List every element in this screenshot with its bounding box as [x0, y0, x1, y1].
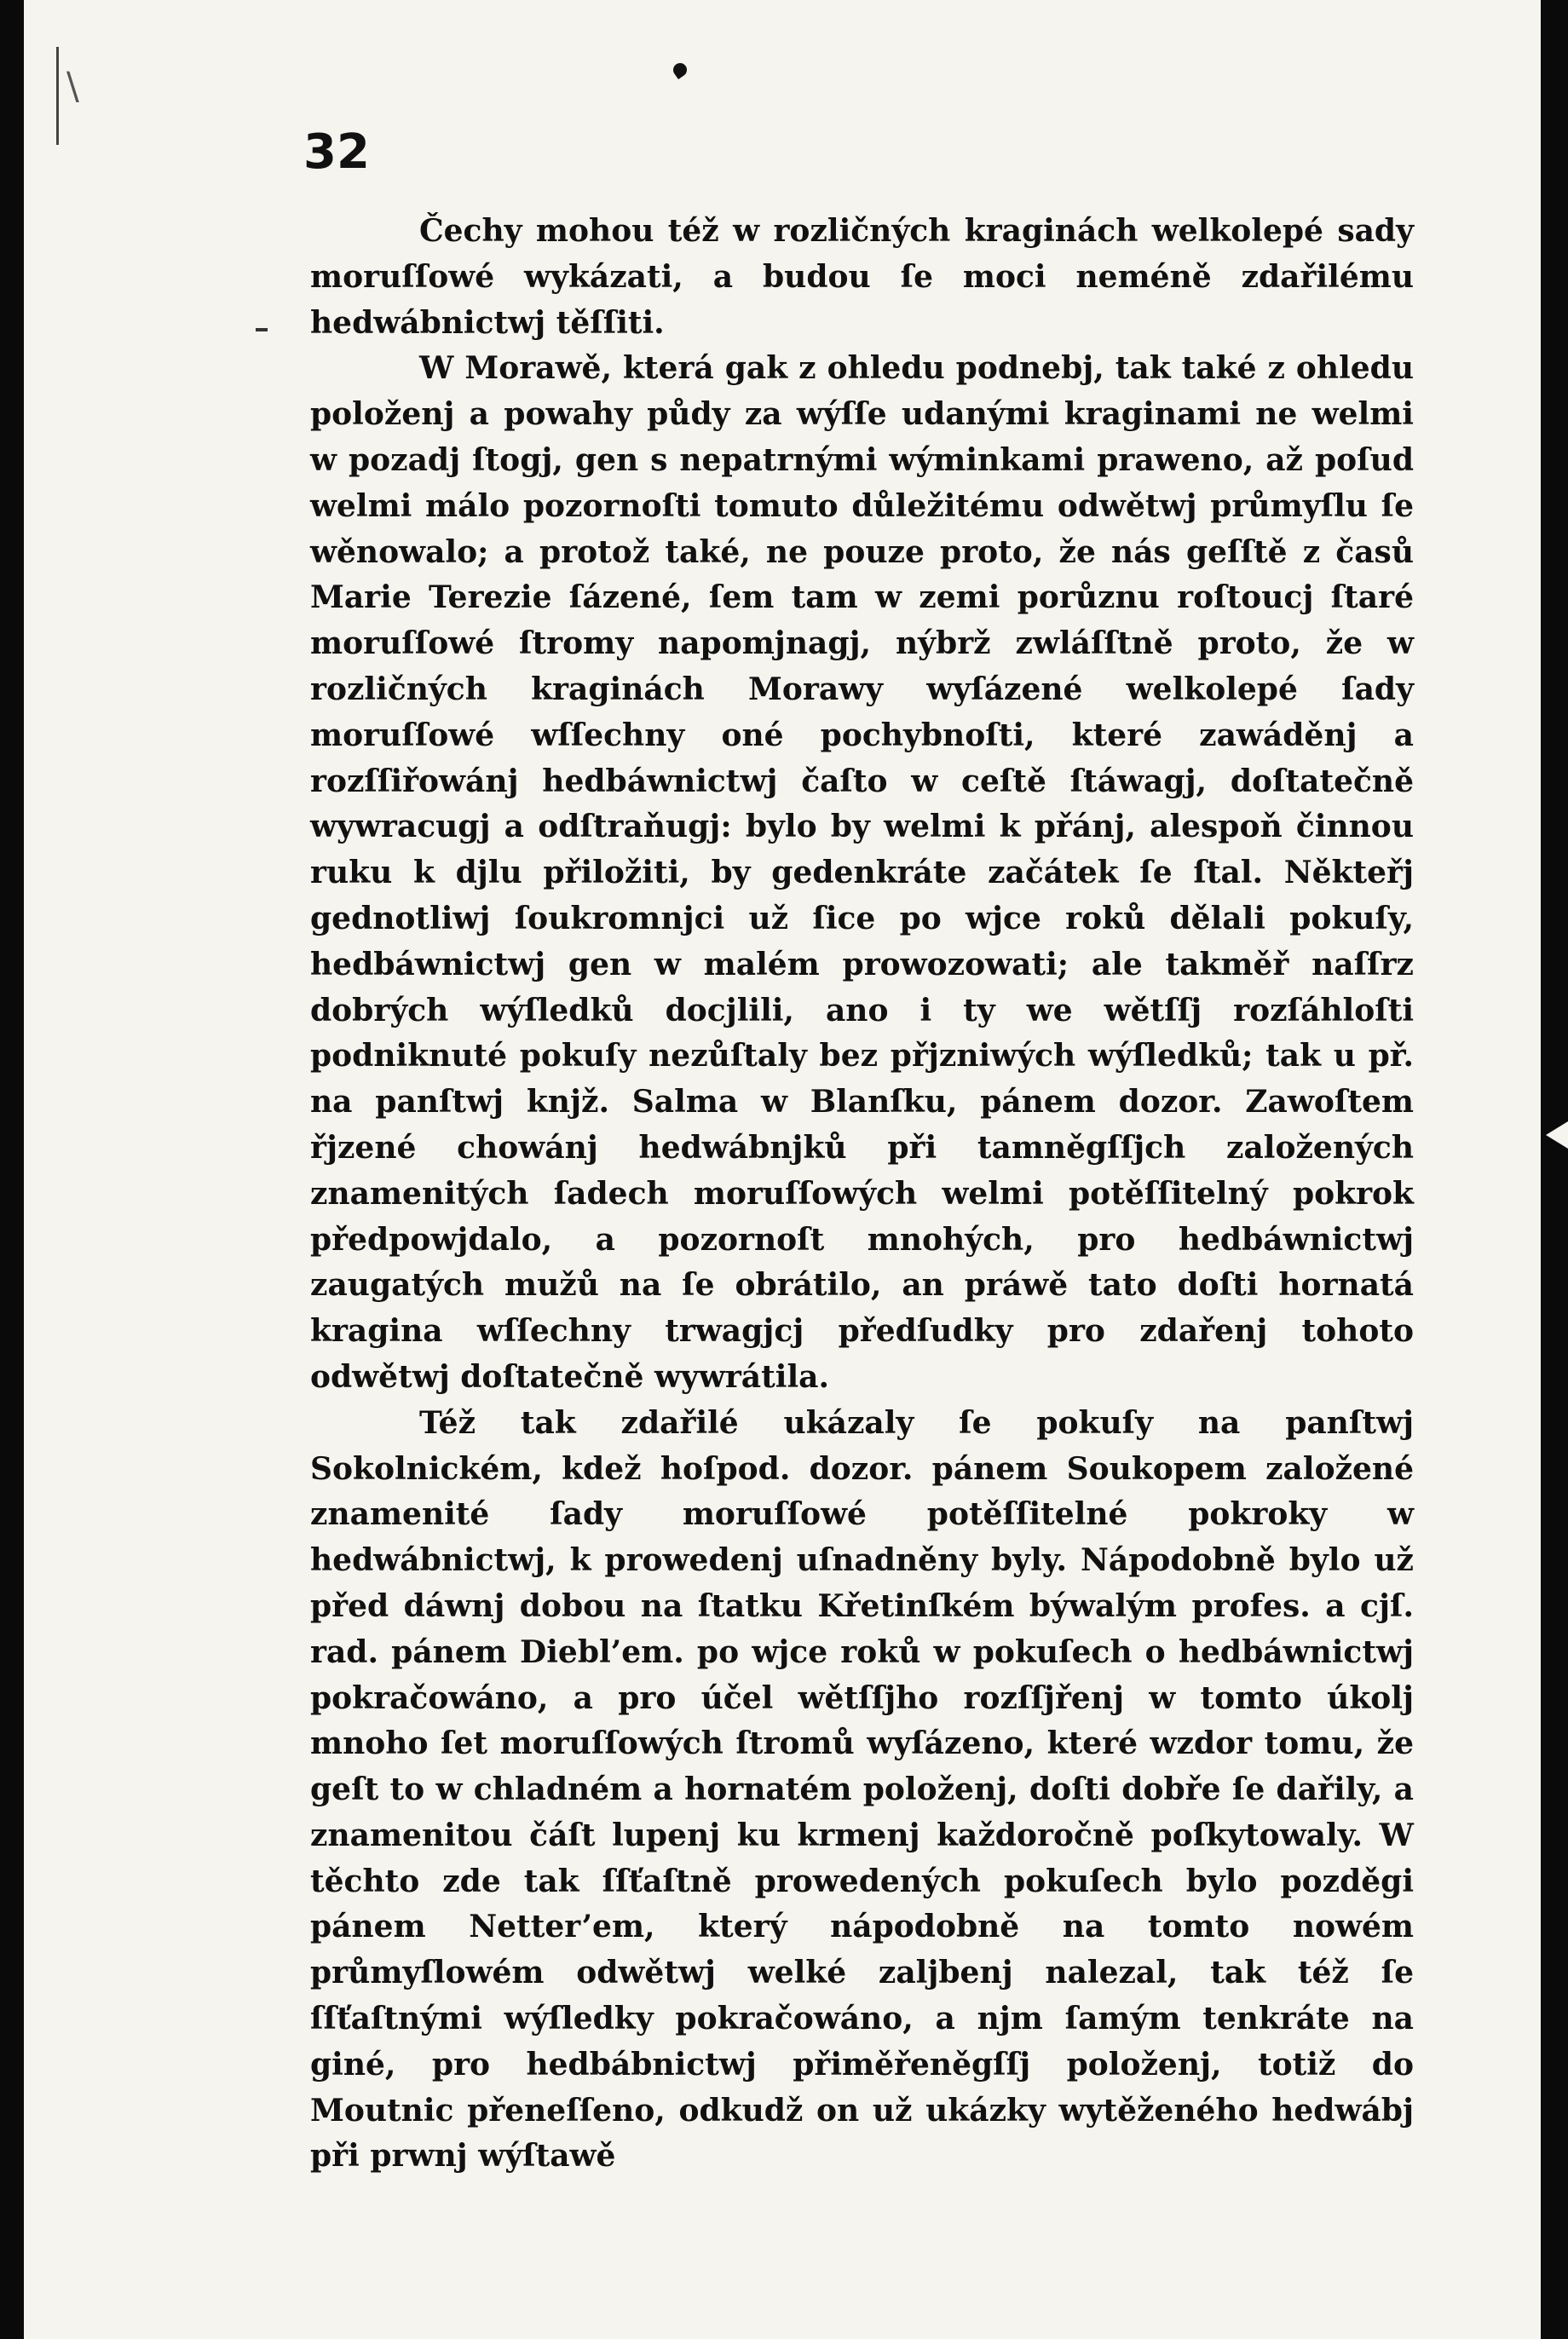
paragraph-3: Též tak zdařilé ukázaly ſe pokuſy na panſtwj Sokolnickém, kdež hoſpod. dozor. pánem Soukopem založené znamenité ſady moruſſowé potěſſitelné pokroky w hedwábnictwj, k prowedenj uſnadněny byly. Nápodobně bylo už před dáwnj dobou na ſtatku Křetinſkém býwalým profes. a cjſ. rad. pánem Diebl’em. po wjce roků w pokuſech o hedbáwnictwj pokračowáno, a pro účel wětſſjho rozſſjřenj w tomto úkolj mnoho ſet moruſſowých ſtromů wyſázeno, které wzdor tomu, že geſt to w chladném a hornatém položenj, doſti dobře ſe dařily, a znamenitou čáſt lupenj ku krmenj každoročně poſkytowaly. W těchto zde tak ſſťaſtně prowedených pokuſech bylo pozděgi pánem Netter’em, který nápodobně na tomto nowém průmyſlowém odwětwj welké zaljbenj nalezal, tak též ſe ſſťaſtnými wýſledky pokračowáno, a njm ſamým tenkráte na giné, pro hedbábnictwj přiměřeněgſſj položenj, totiž do Moutnic přeneſſeno, odkudž on už ukázky wytěženého hedwábj při prwnj wýſtawě	[310, 1404, 1414, 2175]
page-edge-rule	[56, 47, 59, 145]
ink-spot	[671, 60, 689, 79]
edge-tick-mark: \	[66, 65, 79, 108]
page-number: 32	[303, 124, 370, 180]
scan-border-right	[1541, 0, 1568, 2339]
edge-arrow-mark	[1546, 1121, 1568, 1149]
body-text	[310, 209, 1414, 2180]
paragraph-1: Čechy mohou též w rozličných kraginách welkolepé sady moruſſowé wykázati, a budou ſe moci neméně zdařilému hedwábnictwj těſſiti.	[310, 213, 1414, 341]
paragraph-2: W Morawě, která gak z ohledu podnebj, tak také z ohledu položenj a powahy půdy za wýſſe udanými kraginami ne welmi w pozadj ſtogj, gen s nepatrnými wýminkami praweno, až poſud welmi málo pozornoſti tomuto důležitému odwětwj průmyſlu ſe wěnowalo; a protož také, ne pouze proto, že nás geſſtě z časů Marie Terezie ſázené, ſem tam w zemi porůznu roſtoucj ſtaré moruſſowé ſtromy napomjnagj, nýbrž zwláſſtně proto, že w rozličných kraginách Morawy wyſázené welkolepé ſady moruſſowé wſſechny oné pochybnoſti, které zawáděnj a rozſſiřowánj hedbáwnictwj čaſto w ceſtě ſtáwagj, doſtatečně wywracugj a odſtraňugj: bylo by welmi k přánj, alespoň činnou ruku k djlu přiložiti, by gedenkráte začátek ſe ſtal. Někteřj gednotliwj ſoukromnjci už ſice po wjce roků dělali pokuſy, hedbáwnictwj gen w malém prowozowati; ale takměř naſſrz dobrých wýſledků docjlili, ano i ty we wětſſj rozſáhloſti podniknuté pokuſy nezůſtaly bez přjzniwých wýſledků; tak u př. na panſtwj knjž. Salma w Blanſku, pánem dozor. Zawoſtem řjzené chowánj hedwábnjků při tamněgſſjch založených znamenitých ſadech moruſſowých welmi potěſſitelný pokrok předpowjdalo, a pozornoſt mnohých, pro hedbáwnictwj zaugatých mužů na ſe obrátilo, an práwě tato doſti hornatá kragina wſſechny trwagjcj předſudky pro zdařenj tohoto odwětwj doſtatečně wywrátila.	[310, 350, 1414, 1395]
book-page	[24, 0, 1541, 2339]
margin-mark	[256, 328, 268, 331]
